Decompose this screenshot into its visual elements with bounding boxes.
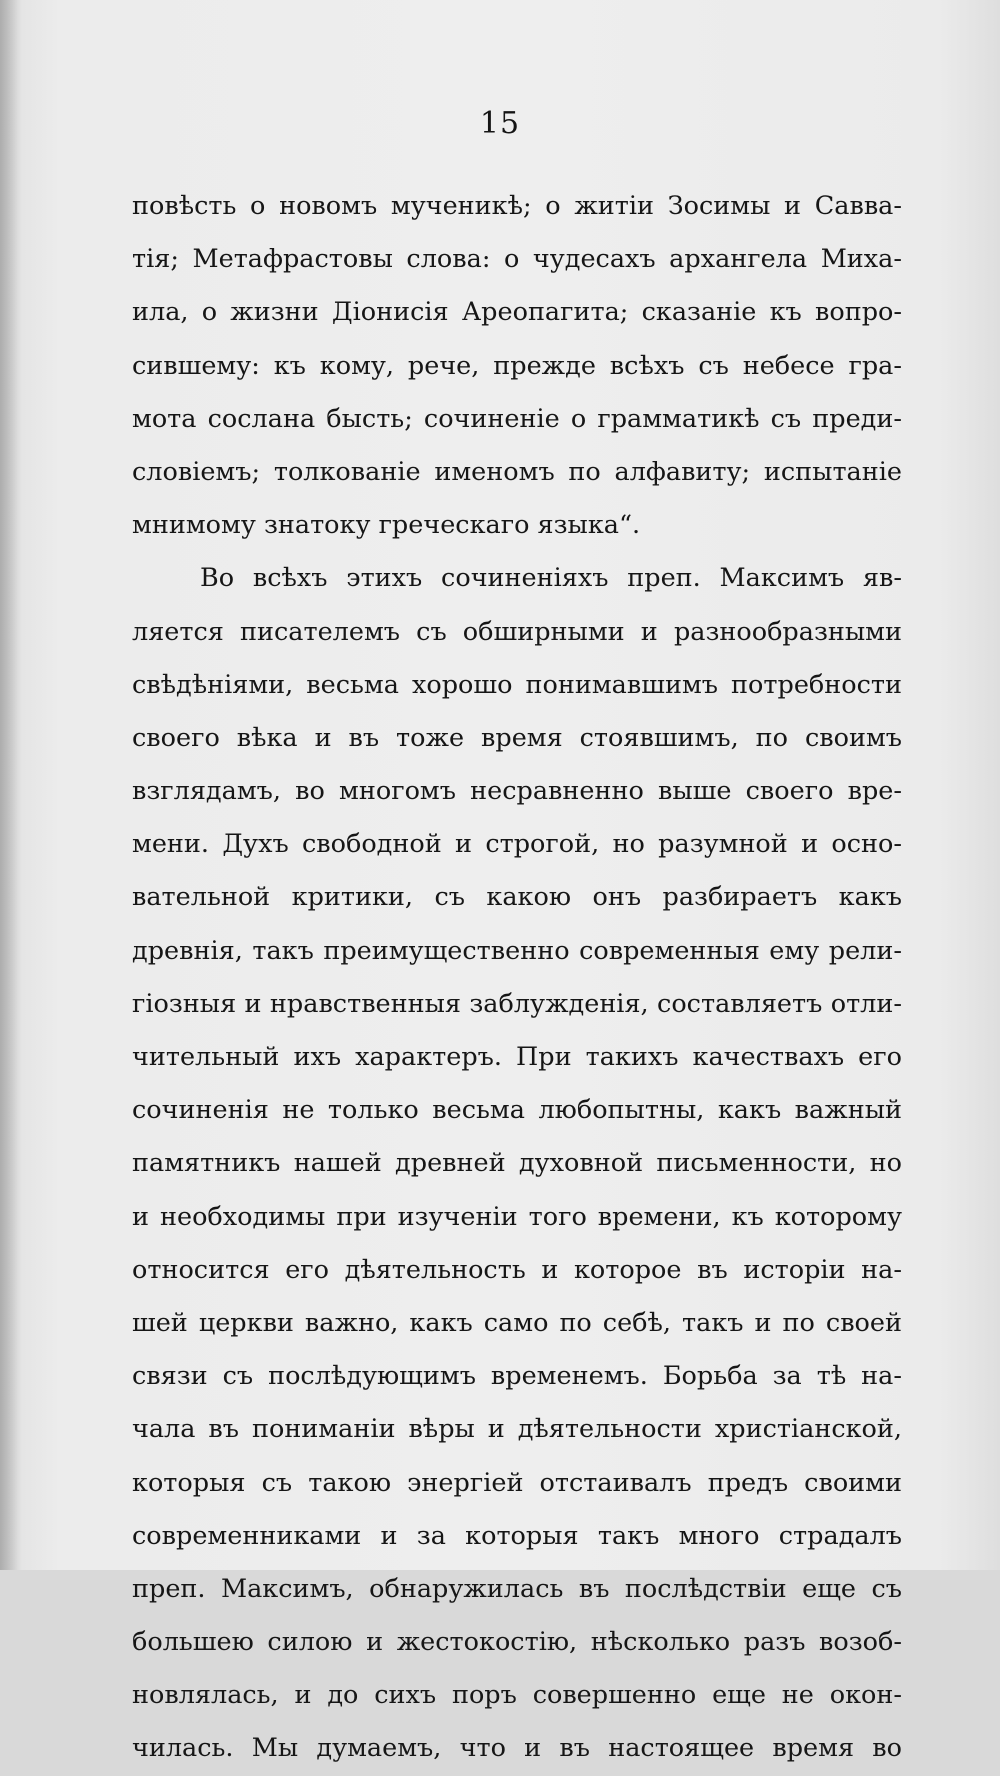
text-line: чительный ихъ характеръ. При такихъ качествахъ его bbox=[132, 1042, 902, 1072]
text-line: ляется писателемъ съ обширными и разнообразными bbox=[132, 616, 902, 647]
text-line: взглядамъ, во многомъ несравненно выше своего вре- bbox=[132, 776, 902, 807]
text-line: древнія, такъ преимущественно современныя ему рели- bbox=[132, 935, 902, 966]
text-line: повѣсть о новомъ мученикѣ; о житіи Зосимы и Савва- bbox=[132, 191, 902, 221]
text-line: мени. Духъ свободной и строгой, но разумной и осно- bbox=[132, 829, 902, 860]
text-line: связи съ послѣдующимъ временемъ. Борьба за тѣ на- bbox=[132, 1361, 902, 1392]
page-number: 15 bbox=[479, 106, 521, 141]
text-line: шей церкви важно, какъ само по себѣ, такъ и по своей bbox=[132, 1307, 902, 1338]
text-line: сочиненія не только весьма любопытны, какъ важный bbox=[132, 1095, 902, 1126]
text-line: своего вѣка и въ тоже время стоявшимъ, по своимъ bbox=[132, 722, 902, 753]
text-line: чилась. Мы думаемъ, что и въ настоящее время во bbox=[132, 1733, 902, 1764]
text-line: вательной критики, съ какою онъ разбираетъ какъ bbox=[132, 882, 902, 913]
text-line: памятникъ нашей древней духовной письменности, но bbox=[132, 1148, 902, 1179]
text-line: мнимому знатоку греческаго языка“. bbox=[132, 510, 641, 541]
text-line: чала въ пониманіи вѣры и дѣятельности христіанской, bbox=[132, 1414, 902, 1445]
text-line: гіозныя и нравственныя заблужденія, составляетъ отли- bbox=[132, 988, 902, 1019]
body-text bbox=[132, 180, 902, 1776]
text-line: относится его дѣятельность и которое въ исторіи на- bbox=[132, 1254, 902, 1285]
text-line: новлялась, и до сихъ поръ совершенно еще не окон- bbox=[132, 1680, 902, 1711]
text-line: ила, о жизни Діонисія Ареопагита; сказаніе къ вопро- bbox=[132, 297, 902, 328]
text-line: которыя съ такою энергіей отстаивалъ предъ своими bbox=[132, 1467, 902, 1498]
text-line: тія; Метафрастовы слова: о чудесахъ архангела Миха- bbox=[132, 244, 902, 275]
text-line: большею силою и жестокостію, нѣсколько разъ возоб- bbox=[132, 1627, 902, 1658]
text-line: преп. Максимъ, обнаружилась въ послѣдствіи еще съ bbox=[132, 1573, 902, 1604]
text-line: свѣдѣніями, весьма хорошо понимавшимъ потребности bbox=[132, 669, 902, 700]
text-line: Во всѣхъ этихъ сочиненіяхъ преп. Максимъ яв- bbox=[200, 563, 902, 594]
text-line: современниками и за которыя такъ много страдалъ bbox=[132, 1520, 902, 1551]
text-line: сившему: къ кому, рече, прежде всѣхъ съ небесе гра- bbox=[132, 350, 902, 381]
spine-shadow bbox=[0, 0, 22, 1570]
text-line: словіемъ; толкованіе именомъ по алфавиту; испытаніе bbox=[132, 456, 902, 487]
text-line: мота сослана бысть; сочиненіе о грамматикѣ съ преди- bbox=[132, 403, 902, 434]
text-line: и необходимы при изученіи того времени, къ которому bbox=[132, 1201, 902, 1232]
